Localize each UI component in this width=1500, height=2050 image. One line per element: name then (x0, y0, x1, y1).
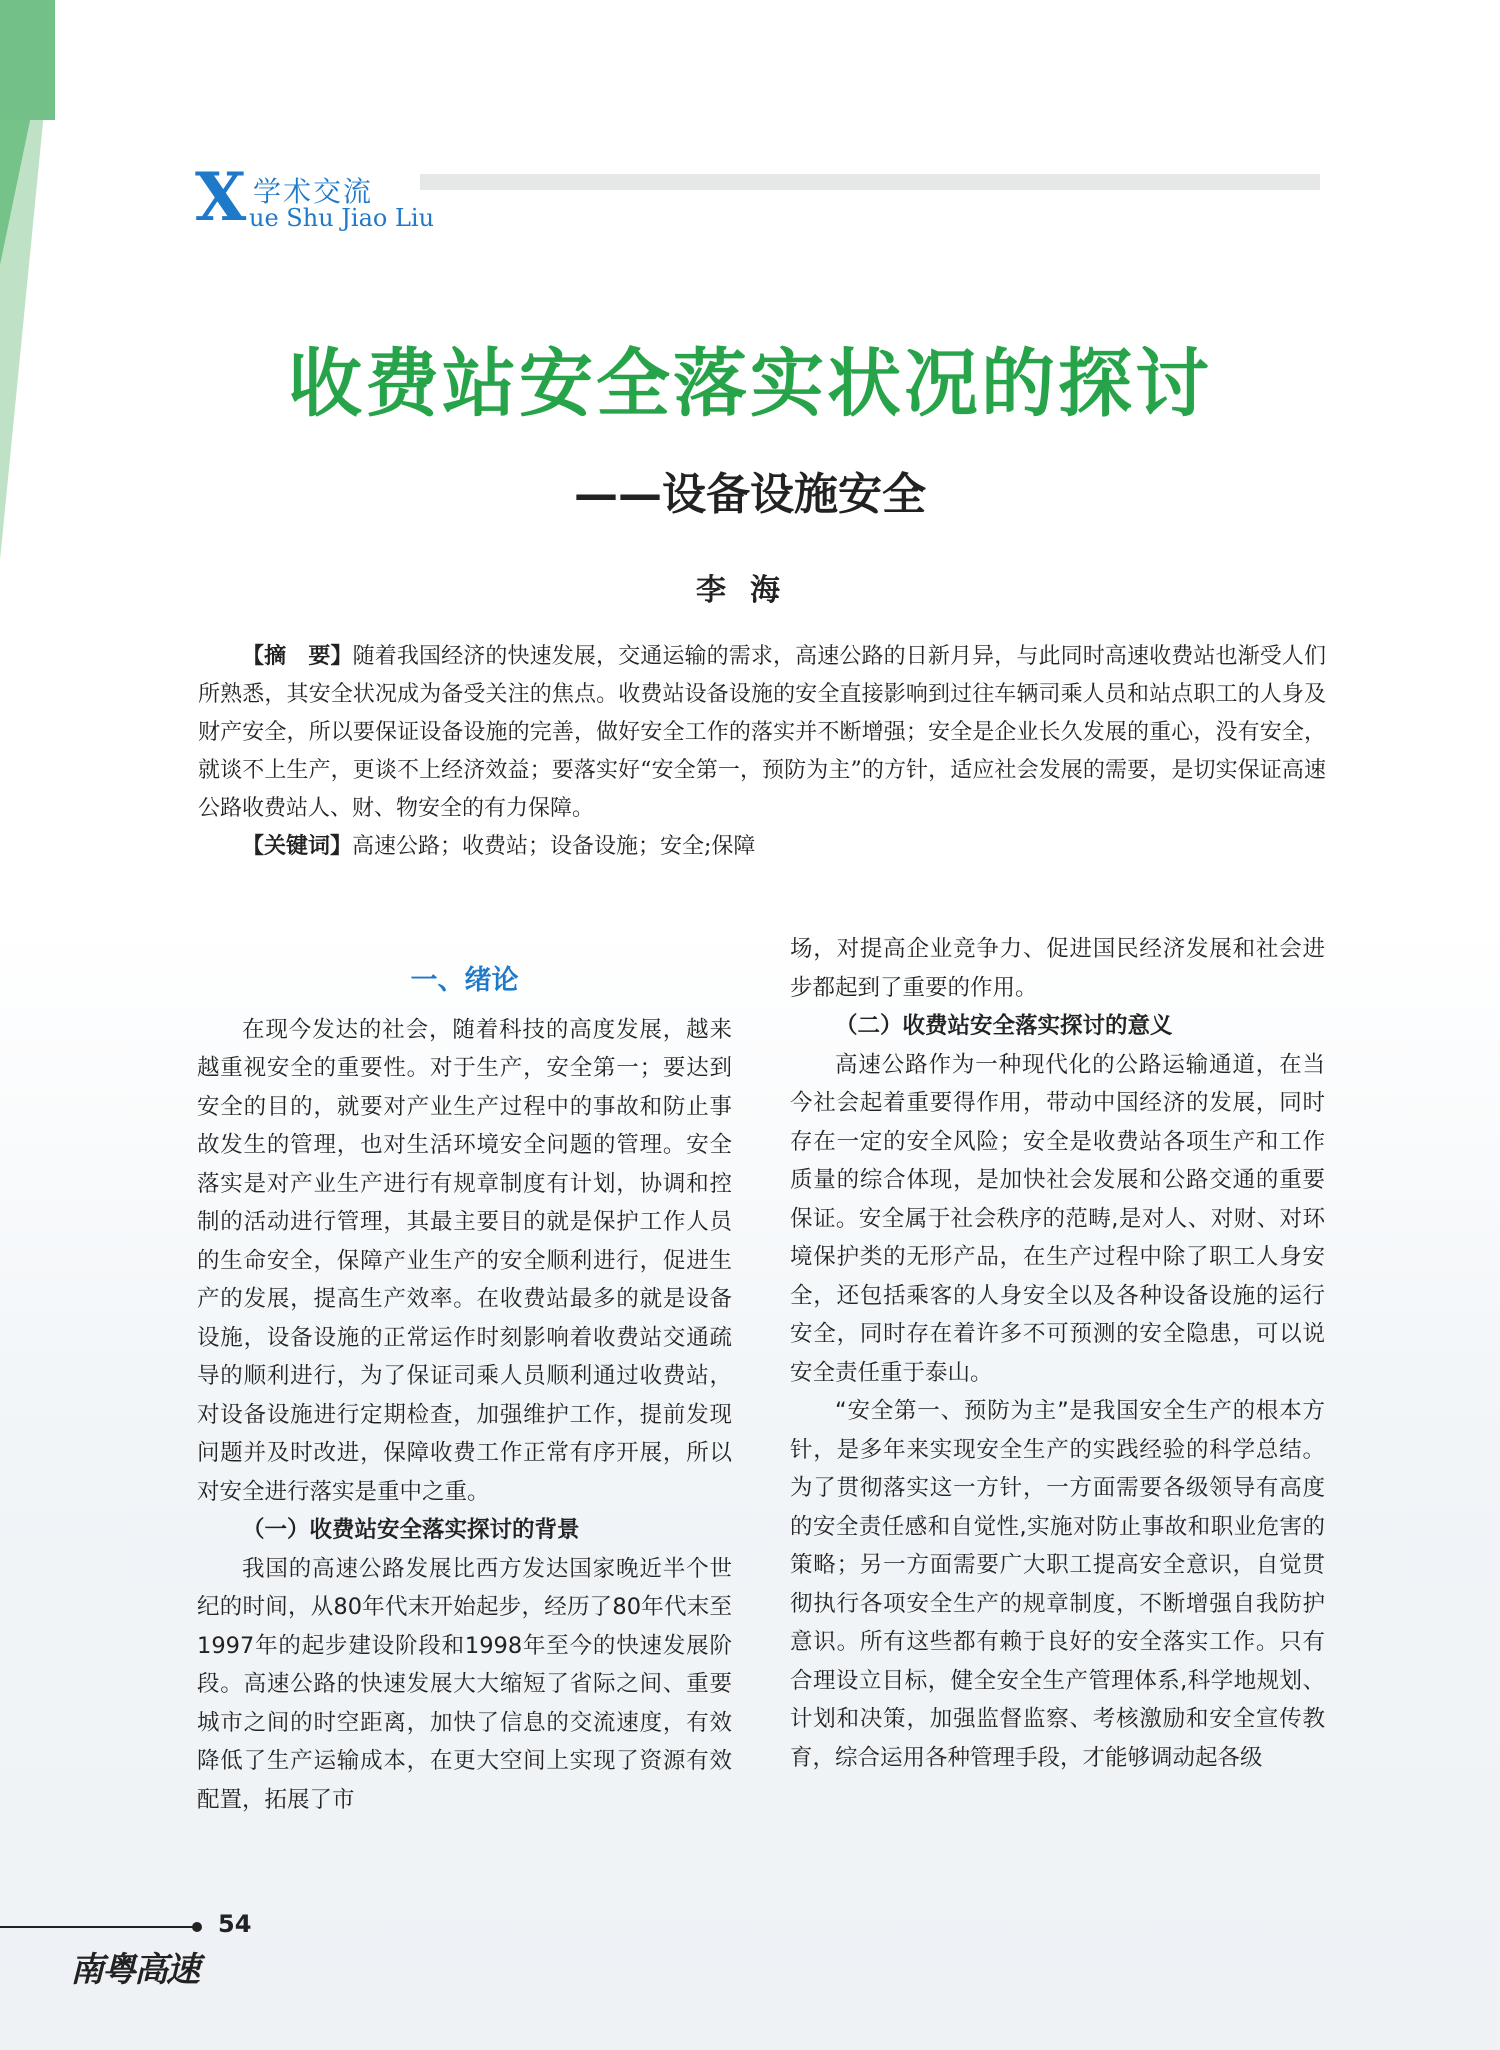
body-column-right (790, 930, 1325, 1777)
body-column-left (197, 962, 732, 1819)
subsection-heading: （一）收费站安全落实探讨的背景 (242, 1517, 580, 1543)
magazine-logo: 南粤高速 (70, 1950, 198, 1990)
body-paragraph: “安全第一、预防为主”是我国安全生产的根本方针，是多年来实现安全生产的实践经验的科学总结。为了贯彻落实这一方针，一方面需要各级领导有高度的安全责任感和自觉性,实施对防止事故和职业危害的策略；另一方面需要广大职工提高安全意识，自觉贯彻执行各项安全生产的规章制度，不断增强自我防护意识。所有这些都有赖于良好的安全落实工作。只有合理设立目标，健全安全生产管理体系,科学地规划、计划和决策，加强监督监察、考核激励和安全宣传教育，综合运用各种管理手段，才能够调动起各级 (790, 1398, 1325, 1771)
abstract-text: 随着我国经济的快速发展，交通运输的需求，高速公路的日新月异，与此同时高速收费站也渐受人们所熟悉，其安全状况成为备受关注的焦点。收费站设备设施的安全直接影响到过往车辆司乘人员和站点职工的人身及财产安全，所以要保证设备设施的完善，做好安全工作的落实并不断增强；安全是企业长久发展的重心，没有安全，就谈不上生产，更谈不上经济效益；要落实好“安全第一，预防为主”的方针，适应社会发展的需要，是切实保证高速公路收费站人、财、物安全的有力保障。 (198, 644, 1326, 821)
footer-dot (192, 1922, 202, 1932)
keywords-label: 【关键词】 (242, 834, 353, 859)
section-name-cn: 学术交流 (253, 175, 374, 208)
footer-rule (0, 1926, 195, 1928)
corner-decoration-top (0, 0, 55, 120)
article-subtitle: ——设备设施安全 (574, 469, 926, 520)
header-rule (420, 174, 1320, 190)
body-paragraph-continued: 场，对提高企业竞争力、促进国民经济发展和社会进步都起到了重要的作用。 (790, 936, 1325, 1001)
section-header (195, 158, 1325, 238)
abstract-paragraph (198, 638, 1326, 828)
keywords-text: 高速公路；收费站；设备设施；安全;保障 (352, 834, 756, 859)
article-title: 收费站安全落实状况的探讨 (288, 341, 1212, 427)
keywords-paragraph (198, 828, 1326, 866)
abstract-label: 【摘 要】 (242, 644, 353, 669)
body-paragraph: 高速公路作为一种现代化的公路运输通道，在当今社会起着重要得作用，带动中国经济的发展，同时存在一定的安全风险；安全是收费站各项生产和工作质量的综合体现，是加快社会发展和公路交通的重要保证。安全属于社会秩序的范畴,是对人、对财、对环境保护类的无形产品，在生产过程中除了职工人身安全，还包括乘客的人身安全以及各种设备设施的运行安全，同时存在着许多不可预测的安全隐患，可以说安全责任重于泰山。 (790, 1051, 1325, 1386)
article-author: 李海 (696, 573, 804, 608)
page-number: 54 (218, 1910, 252, 1938)
body-paragraph: 我国的高速公路发展比西方发达国家晚近半个世纪的时间，从80年代末开始起步，经历了80年代末至1997年的起步建设阶段和1998年至今的快速发展阶段。高速公路的快速发展大大缩短了省际之间、重要城市之间的时空距离，加快了信息的交流速度，有效降低了生产运输成本，在更大空间上实现了资源有效配置，拓展了市 (197, 1555, 732, 1813)
subsection-heading: （二）收费站安全落实探讨的意义 (835, 1013, 1173, 1039)
section-name-en: ue Shu Jiao Liu (249, 204, 435, 232)
section-initial: X (195, 158, 247, 236)
section-heading: 一、绪论 (410, 965, 519, 996)
body-paragraph: 在现今发达的社会，随着科技的高度发展，越来越重视安全的重要性。对于生产，安全第一；要达到安全的目的，就要对产业生产过程中的事故和防止事故发生的管理，也对生活环境安全问题的管理。安全落实是对产业生产进行有规章制度有计划，协调和控制的活动进行管理，其最主要目的就是保护工作人员的生命安全，保障产业生产的安全顺利进行，促进生产的发展，提高生产效率。在收费站最多的就是设备设施，设备设施的正常运作时刻影响着收费站交通疏导的顺利进行，为了保证司乘人员顺利通过收费站，对设备设施进行定期检查，加强维护工作，提前发现问题并及时改进，保障收费工作正常有序开展，所以对安全进行落实是重中之重。 (197, 1016, 732, 1505)
abstract-block (198, 638, 1326, 866)
